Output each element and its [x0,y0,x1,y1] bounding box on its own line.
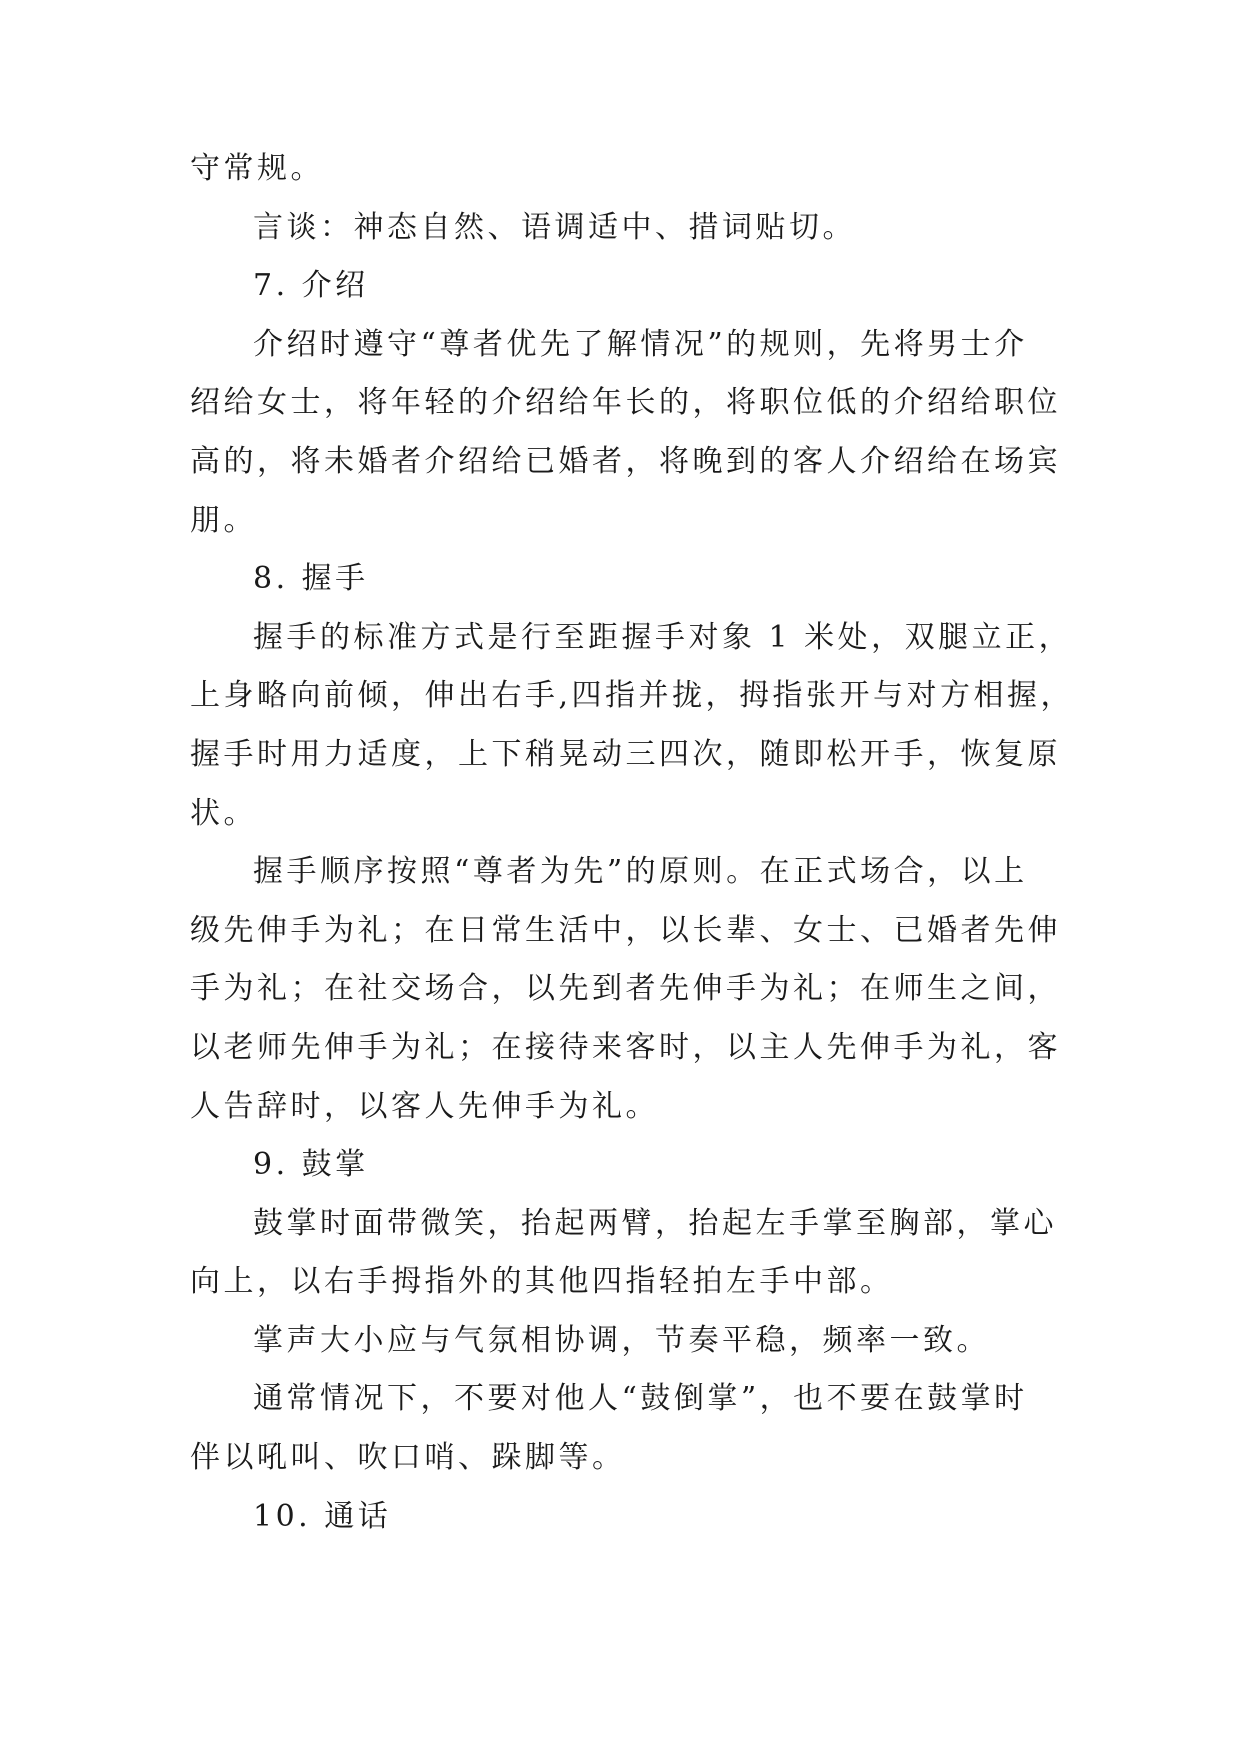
text-line: 绍给女士，将年轻的介绍给年长的，将职位低的介绍给职位 [190,385,1061,421]
text-line: 通常情况下，不要对他人“鼓倒掌”，也不要在鼓掌时 [253,1381,1028,1417]
text-line: 鼓掌时面带微笑，抬起两臂，抬起左手掌至胸部，掌心 [253,1205,1057,1241]
text-line: 高的，将未婚者介绍给已婚者，将晚到的客人介绍给在场宾 [190,443,1061,479]
text-line: 向上，以右手拇指外的其他四指轻拍左手中部。 [190,1264,894,1300]
section-heading: 10. 通话 [253,1498,392,1534]
text-line: 上身略向前倾，伸出右手,四指并拢，拇指张开与对方相握， [190,678,1075,714]
text-line: 握手的标准方式是行至距握手对象 1 米处，双腿立正， [253,619,1073,655]
section-heading: 9. 鼓掌 [253,1147,369,1183]
text-line: 守常规。 [190,151,324,186]
text-line: 握手时用力适度，上下稍晃动三四次，随即松开手，恢复原 [190,736,1061,772]
text-line: 介绍时遵守“尊者优先了解情况”的规则，先将男士介 [253,326,1028,362]
document-page [190,140,1075,1546]
text-line: 朋。 [190,502,257,538]
text-line: 人告辞时，以客人先伸手为礼。 [190,1088,659,1124]
text-line: 掌声大小应与气氛相协调，节奏平稳，频率一致。 [253,1322,990,1358]
text-line: 言谈：神态自然、语调适中、措词贴切。 [253,209,856,245]
text-line: 状。 [190,795,257,831]
text-line: 级先伸手为礼；在日常生活中，以长辈、女士、已婚者先伸 [190,912,1061,948]
text-line: 以老师先伸手为礼；在接待来客时，以主人先伸手为礼，客 [190,1029,1061,1065]
section-heading: 7. 介绍 [253,268,369,304]
text-line: 伴以吼叫、吹口哨、跺脚等。 [190,1440,626,1476]
text-line: 握手顺序按照“尊者为先”的原则。在正式场合，以上 [253,854,1028,890]
text-line: 手为礼；在社交场合，以先到者先伸手为礼；在师生之间， [190,971,1061,1007]
section-heading: 8. 握手 [253,561,369,597]
